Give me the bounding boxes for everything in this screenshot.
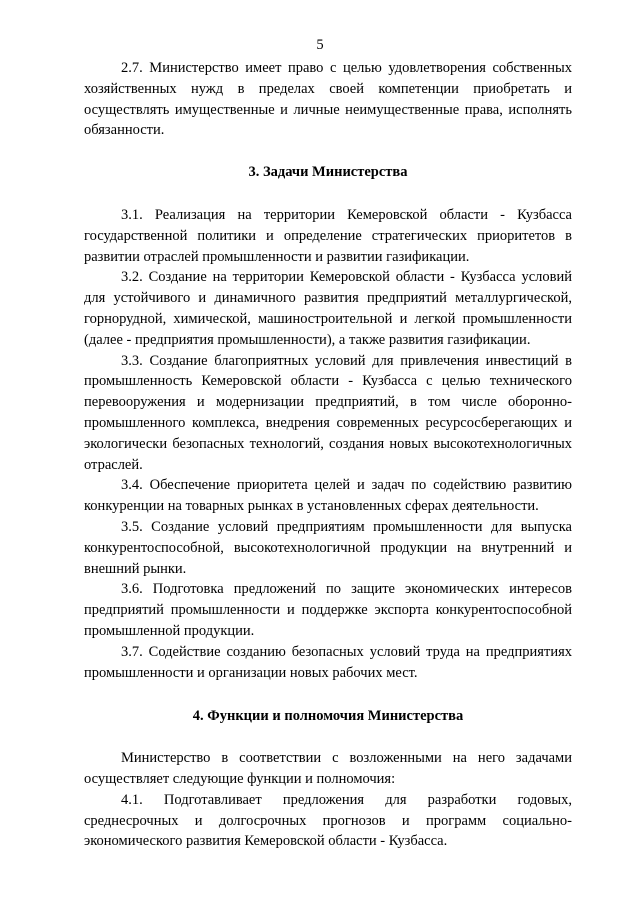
paragraph-3-3: 3.3. Создание благоприятных условий для привлечения инвестиций в промышленность Кемеровской области - Кузбасса с целью технического перевооружения и модернизации предприятий, в том числе оборонно-промышленного комплекса, внедрения современных ресурсосберегающих и экологически безопасных технологий, создания новых высокотехнологичных отраслей. xyxy=(84,352,572,473)
document-body xyxy=(84,58,572,852)
section-4-list xyxy=(84,748,572,852)
paragraph-4-1: 4.1. Подготавливает предложения для разработки годовых, среднесрочных и долгосрочных прогнозов и программ социально-экономического развития Кемеровской области - Кузбасса. xyxy=(84,791,572,850)
paragraph-3-7: 3.7. Содействие созданию безопасных условий труда на предприятиях промышленности и организации новых рабочих мест. xyxy=(84,643,572,681)
paragraph-3-2: 3.2. Создание на территории Кемеровской области - Кузбасса условий для устойчивого и динамичного развития предприятий металлургической, горнорудной, химической, машиностроительной и легкой промышленности (далее - предприятия промышленности), а также развития газификации. xyxy=(84,269,572,348)
paragraph-3-6: 3.6. Подготовка предложений по защите экономических интересов предприятий промышленности и поддержке экспорта конкурентоспособной промышленной продукции. xyxy=(84,581,572,639)
paragraph-3-1: 3.1. Реализация на территории Кемеровской области - Кузбасса государственной политики и определение стратегических приоритетов в развитии отраслей промышленности и развитии газификации. xyxy=(84,206,572,265)
paragraph-2-7: 2.7. Министерство имеет право с целью удовлетворения собственных хозяйственных нужд в пределах своей компетенции приобретать и осуществлять имущественные и личные неимущественные права, исполнять обязанности. xyxy=(84,60,572,139)
section-3-list xyxy=(84,205,572,683)
paragraph-4-intro: Министерство в соответствии с возложенными на него задачами осуществляет следующие функции и полномочия: xyxy=(84,750,572,787)
section-3-heading: 3. Задачи Министерства xyxy=(248,164,408,181)
section-4-heading: 4. Функции и полномочия Министерства xyxy=(192,708,464,725)
page-number: 5 xyxy=(316,37,324,53)
paragraph-3-4: 3.4. Обеспечение приоритета целей и задач по содействию развитию конкуренции на товарных рынках в установленных сферах деятельности. xyxy=(84,477,572,515)
paragraph-3-5: 3.5. Создание условий предприятиям промышленности для выпуска конкурентоспособной, высокотехнологичной продукции на внутренний и внешний рынки. xyxy=(84,518,572,577)
